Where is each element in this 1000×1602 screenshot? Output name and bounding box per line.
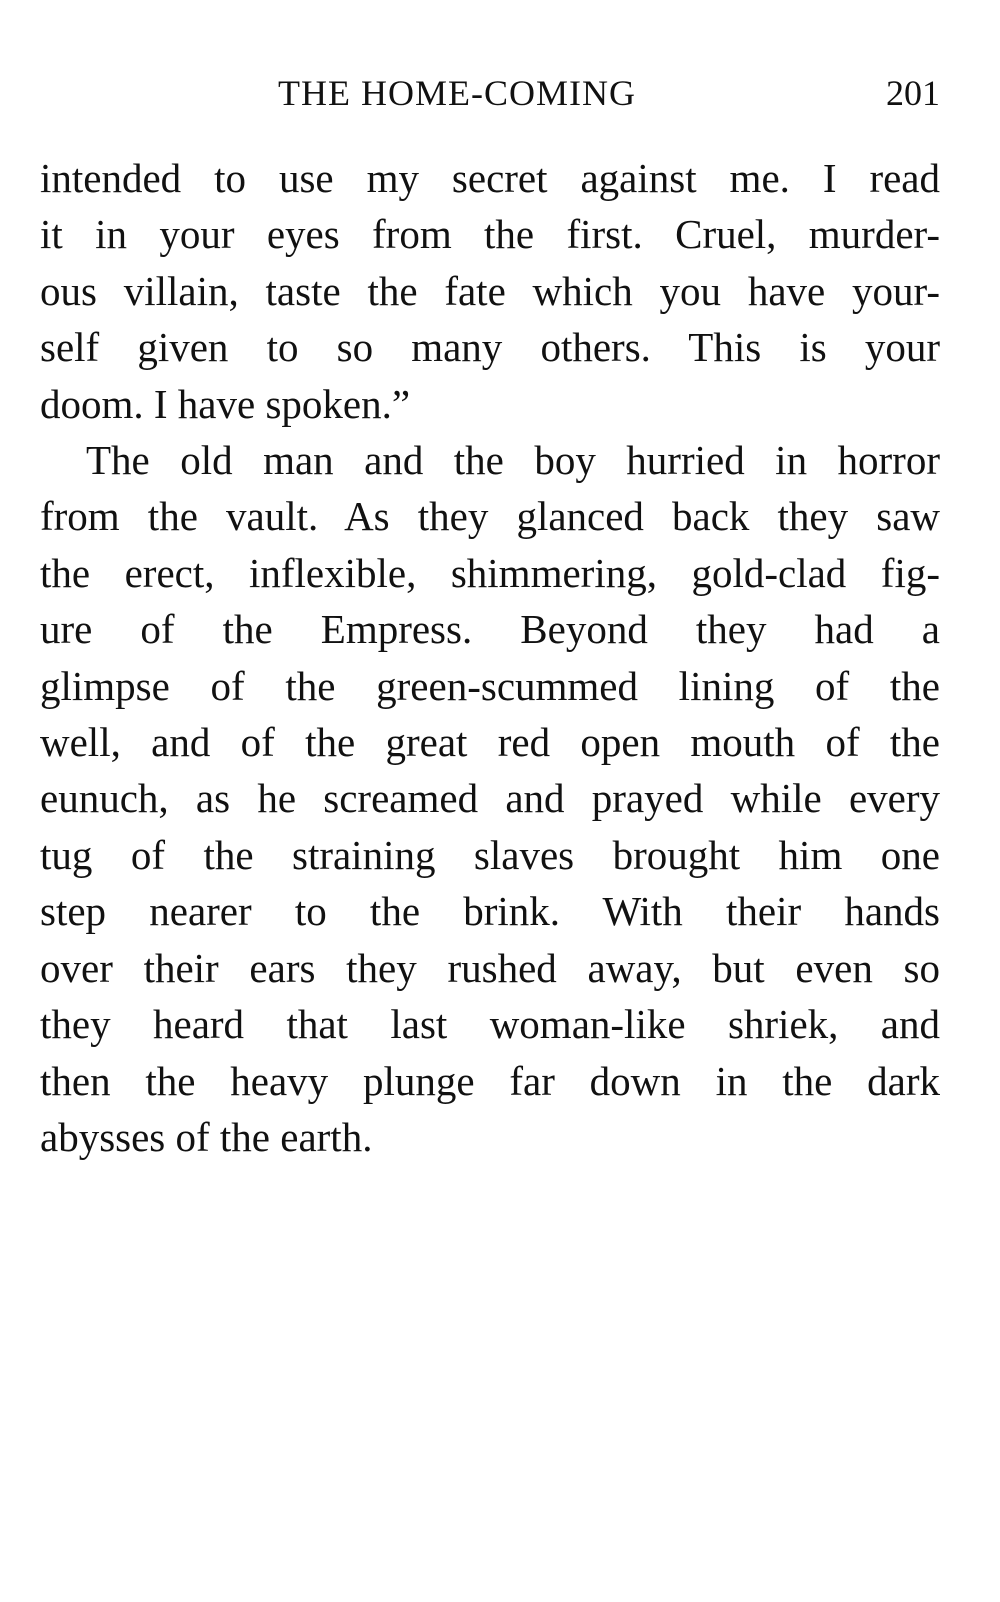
page-number: 201 <box>886 73 940 113</box>
paragraph-2 <box>40 432 940 1165</box>
running-title: THE HOME-COMING <box>278 73 636 113</box>
text-line: it in your eyes from the first. Cruel, murder- <box>40 211 940 258</box>
text-line: from the vault. As they glanced back they saw <box>40 493 940 540</box>
text-line: then the heavy plunge far down in the dark <box>40 1057 940 1104</box>
text-line: over their ears they rushed away, but even so <box>40 944 940 991</box>
text-line: intended to use my secret against me. I read <box>40 155 940 201</box>
text-line: well, and of the great red open mouth of the <box>40 719 940 766</box>
text-line: they heard that last woman-like shriek, and <box>40 1001 940 1048</box>
text-line: glimpse of the green-scummed lining of the <box>40 662 940 709</box>
text-line: self given to so many others. This is your <box>40 324 940 371</box>
body-text <box>40 150 940 1165</box>
text-line: step nearer to the brink. With their hands <box>40 888 940 935</box>
paragraph-1 <box>40 150 940 432</box>
text-line: ous villain, taste the fate which you have your- <box>40 267 940 314</box>
text-line: abysses of the earth. <box>40 1113 373 1160</box>
page-header <box>40 68 940 118</box>
text-line: eunuch, as he screamed and prayed while every <box>40 775 940 822</box>
text-line: The old man and the boy hurried in horror <box>86 437 940 484</box>
text-line: tug of the straining slaves brought him one <box>40 831 940 878</box>
text-line: doom. I have spoken.” <box>40 380 411 427</box>
text-line: ure of the Empress. Beyond they had a <box>40 606 940 653</box>
text-line: the erect, inflexible, shimmering, gold-clad fig- <box>40 549 940 596</box>
